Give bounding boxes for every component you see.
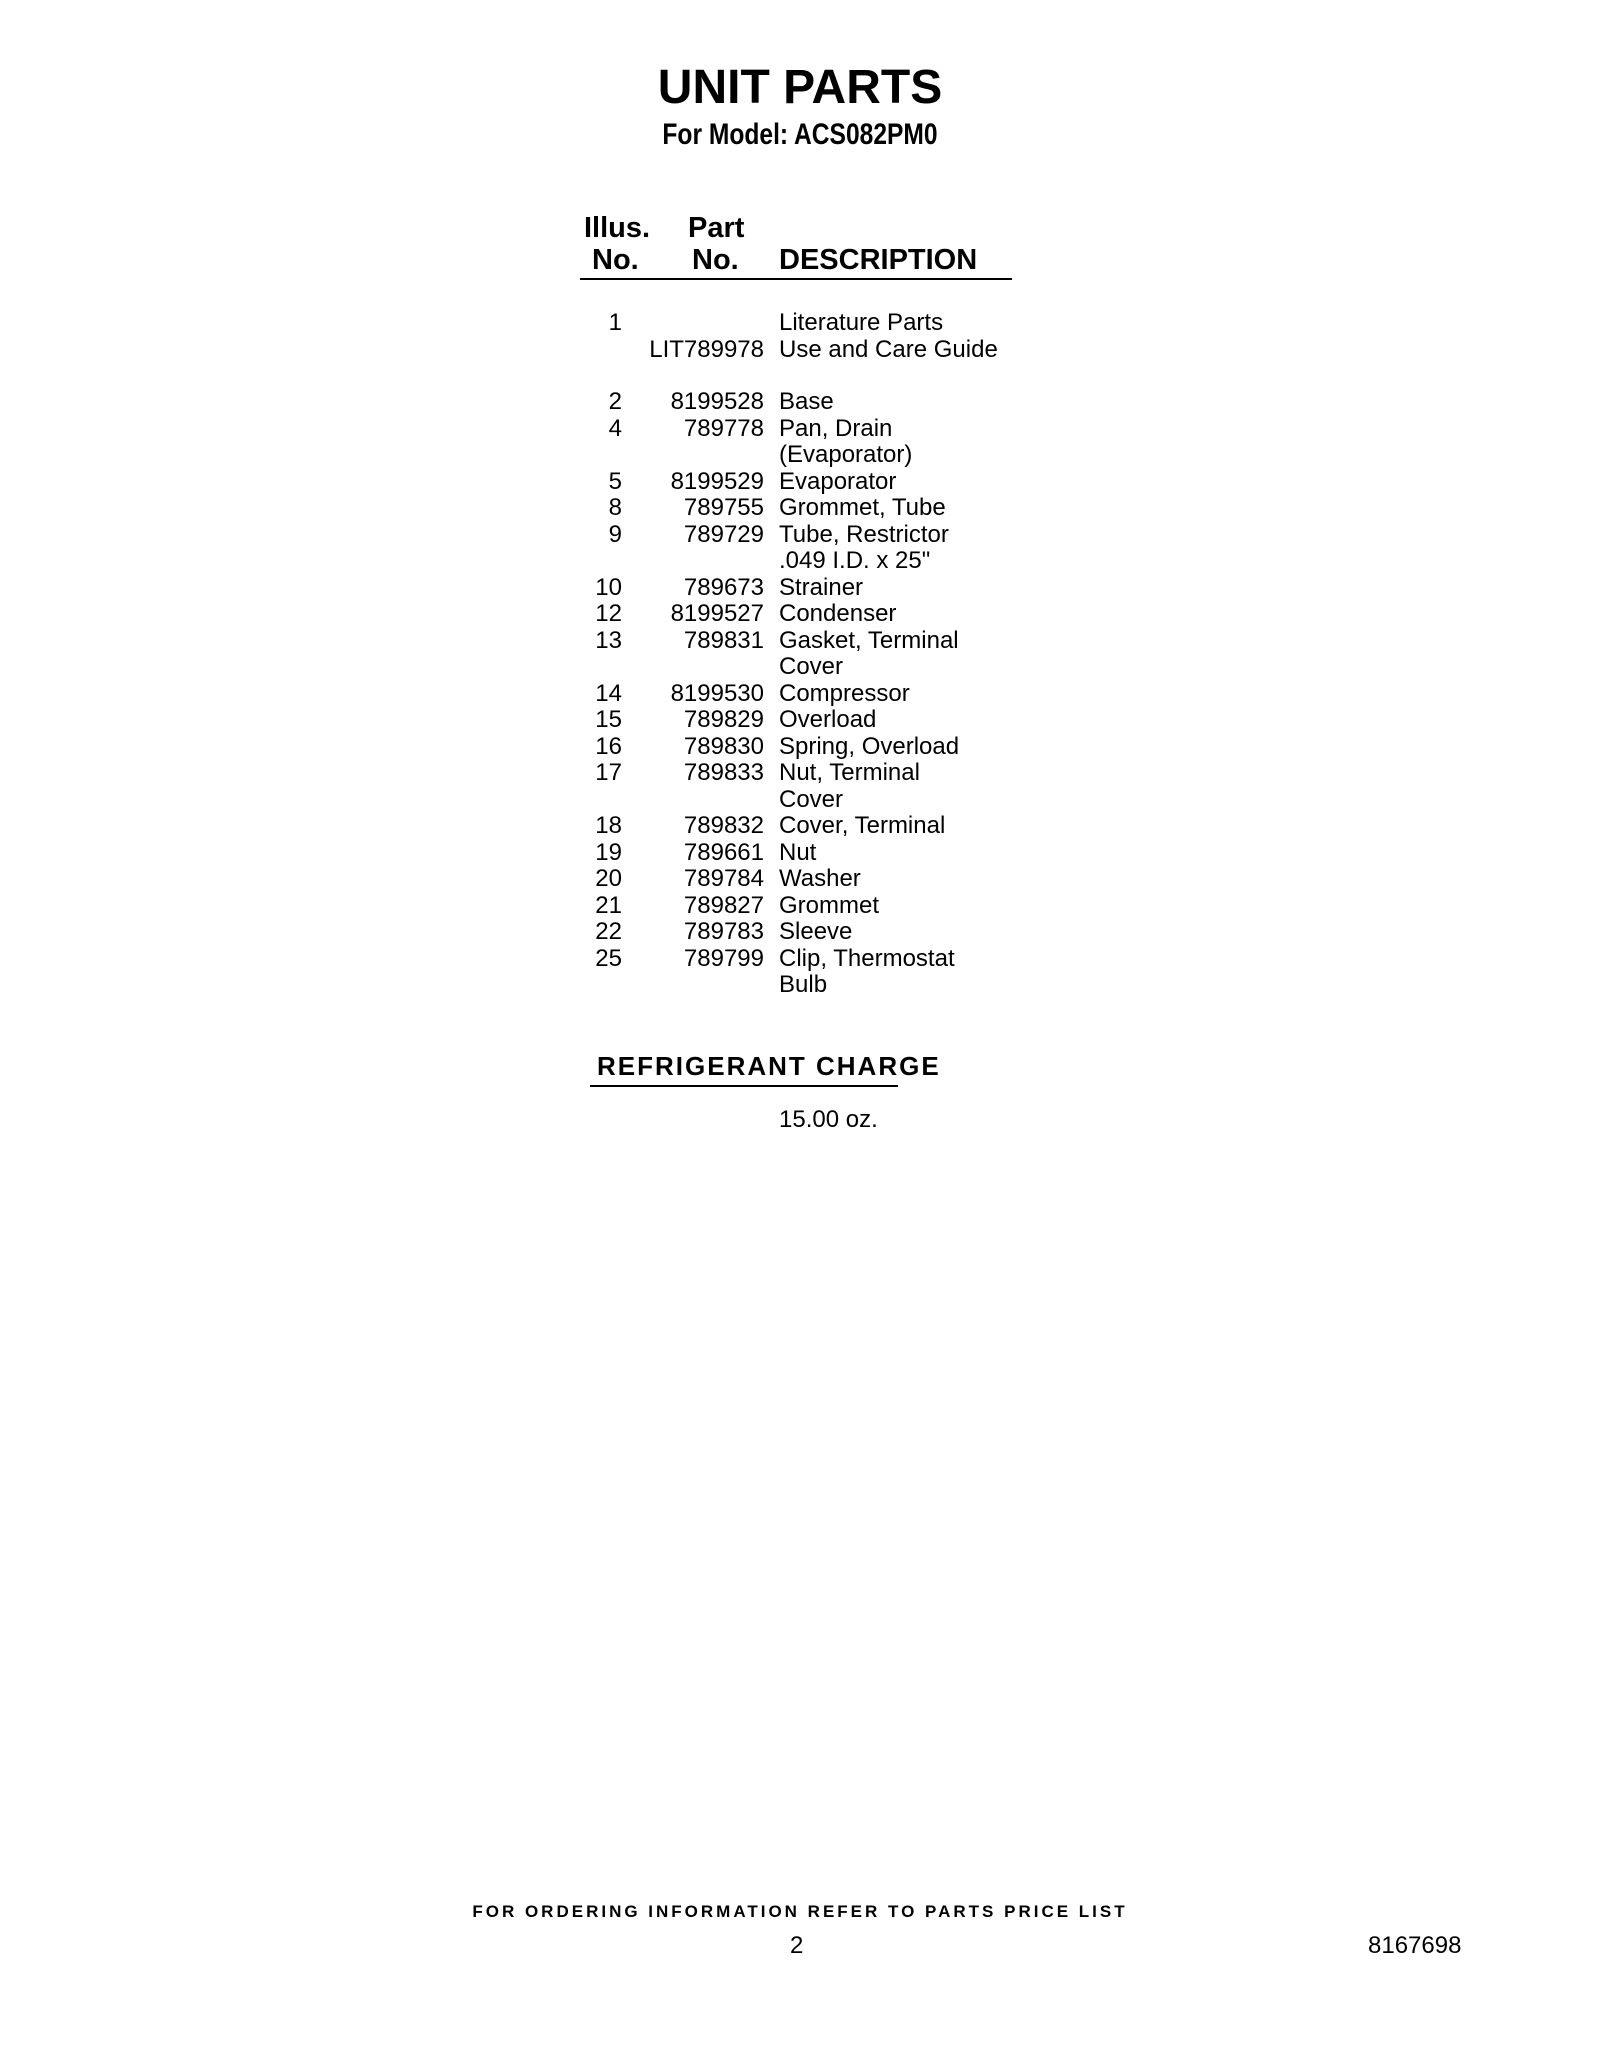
part-description: Literature Parts <box>779 309 944 336</box>
part-description: Nut <box>779 838 817 866</box>
header-description: DESCRIPTION <box>779 244 978 276</box>
part-number: 789829 <box>683 706 764 733</box>
header-illus-line1: Illus. <box>584 212 651 244</box>
table-row <box>0 840 1600 866</box>
table-row <box>0 416 1600 442</box>
part-number: 8199527 <box>670 600 764 627</box>
table-row <box>0 548 1600 574</box>
part-description: Bulb <box>779 971 828 998</box>
part-description: Base <box>779 388 834 415</box>
illus-number: 5 <box>608 467 622 495</box>
table-row <box>0 495 1600 521</box>
table-row <box>0 946 1600 972</box>
part-number: LIT789978 <box>649 335 764 363</box>
part-description: Cover <box>779 653 844 680</box>
table-row <box>0 707 1600 733</box>
illus-number: 13 <box>595 626 622 654</box>
part-description: Nut, Terminal <box>779 759 920 786</box>
part-description: Grommet, Tube <box>779 494 946 521</box>
table-row <box>0 866 1600 892</box>
part-description: Washer <box>779 865 861 892</box>
table-row <box>0 787 1600 813</box>
part-description: Strainer <box>779 573 864 601</box>
table-row <box>0 442 1600 468</box>
header-part-line1: Part <box>688 212 745 244</box>
table-row <box>0 310 1600 336</box>
illus-number: 1 <box>608 309 622 336</box>
page-number: 2 <box>790 1932 804 1959</box>
table-row <box>0 893 1600 919</box>
part-description: Cover <box>779 785 844 813</box>
table-row <box>0 628 1600 654</box>
illus-number: 18 <box>595 812 622 839</box>
part-description: (Evaporator) <box>779 441 913 468</box>
header-part-line2: No. <box>692 244 739 276</box>
illus-number: 16 <box>595 732 622 760</box>
part-description: Condenser <box>779 600 897 627</box>
refrigerant-divider <box>590 1085 898 1087</box>
part-description: Clip, Thermostat <box>779 944 955 972</box>
illus-number: 4 <box>608 414 622 442</box>
part-description: Tube, Restrictor <box>779 520 949 548</box>
table-row <box>0 972 1600 998</box>
table-row <box>0 813 1600 839</box>
illus-number: 9 <box>608 520 622 548</box>
part-description: Compressor <box>779 679 910 707</box>
table-row <box>0 601 1600 627</box>
part-number: 789830 <box>683 732 764 760</box>
illus-number: 20 <box>595 865 622 892</box>
part-number: 8199528 <box>670 388 764 415</box>
illus-number: 25 <box>595 944 622 972</box>
illus-number: 22 <box>595 918 622 945</box>
part-number: 789833 <box>683 759 764 786</box>
table-row <box>0 522 1600 548</box>
page-title: UNIT PARTS <box>657 61 943 114</box>
part-number: 789673 <box>683 573 764 601</box>
part-description: Evaporator <box>779 467 897 495</box>
table-row <box>0 575 1600 601</box>
part-number: 789827 <box>683 891 764 919</box>
header-illus-line2: No. <box>592 244 639 276</box>
part-description: Use and Care Guide <box>779 335 998 363</box>
document-number: 8167698 <box>1368 1932 1462 1959</box>
part-number: 789778 <box>683 414 764 442</box>
table-row <box>0 469 1600 495</box>
table-row <box>0 760 1600 786</box>
header-divider <box>580 278 1012 280</box>
table-row <box>0 919 1600 945</box>
illus-number: 17 <box>595 759 622 786</box>
illus-number: 2 <box>608 388 622 415</box>
part-number: 789755 <box>683 494 764 521</box>
part-description: Overload <box>779 706 877 733</box>
ordering-note: FOR ORDERING INFORMATION REFER TO PARTS PRICE LIST <box>472 1902 1128 1921</box>
illus-number: 19 <box>595 838 622 866</box>
part-number: 789784 <box>683 865 764 892</box>
part-number: 789729 <box>683 520 764 548</box>
model-subtitle: For Model: ACS082PM0 <box>662 118 938 151</box>
part-number: 789831 <box>683 626 764 654</box>
table-row <box>0 734 1600 760</box>
part-description: Gasket, Terminal <box>779 626 959 654</box>
illus-number: 8 <box>608 494 622 521</box>
part-number: 8199530 <box>670 679 764 707</box>
illus-number: 12 <box>595 600 622 627</box>
refrigerant-value: 15.00 oz. <box>779 1106 878 1133</box>
part-description: Grommet <box>779 891 880 919</box>
part-description: Sleeve <box>779 918 853 945</box>
table-row <box>0 337 1600 363</box>
refrigerant-heading: REFRIGERANT CHARGE <box>597 1051 941 1081</box>
part-number: 8199529 <box>670 467 764 495</box>
table-row <box>0 654 1600 680</box>
illus-number: 10 <box>595 573 622 601</box>
table-row <box>0 389 1600 415</box>
illus-number: 21 <box>595 891 622 919</box>
table-row <box>0 681 1600 707</box>
part-description: Spring, Overload <box>779 732 960 760</box>
part-number: 789799 <box>683 944 764 972</box>
part-description: Cover, Terminal <box>779 812 946 839</box>
illus-number: 14 <box>595 679 622 707</box>
part-number: 789832 <box>683 812 764 839</box>
part-number: 789783 <box>683 918 764 945</box>
illus-number: 15 <box>595 706 622 733</box>
part-description: Pan, Drain <box>779 414 893 442</box>
part-description: .049 I.D. x 25" <box>779 547 931 574</box>
part-number: 789661 <box>683 838 764 866</box>
